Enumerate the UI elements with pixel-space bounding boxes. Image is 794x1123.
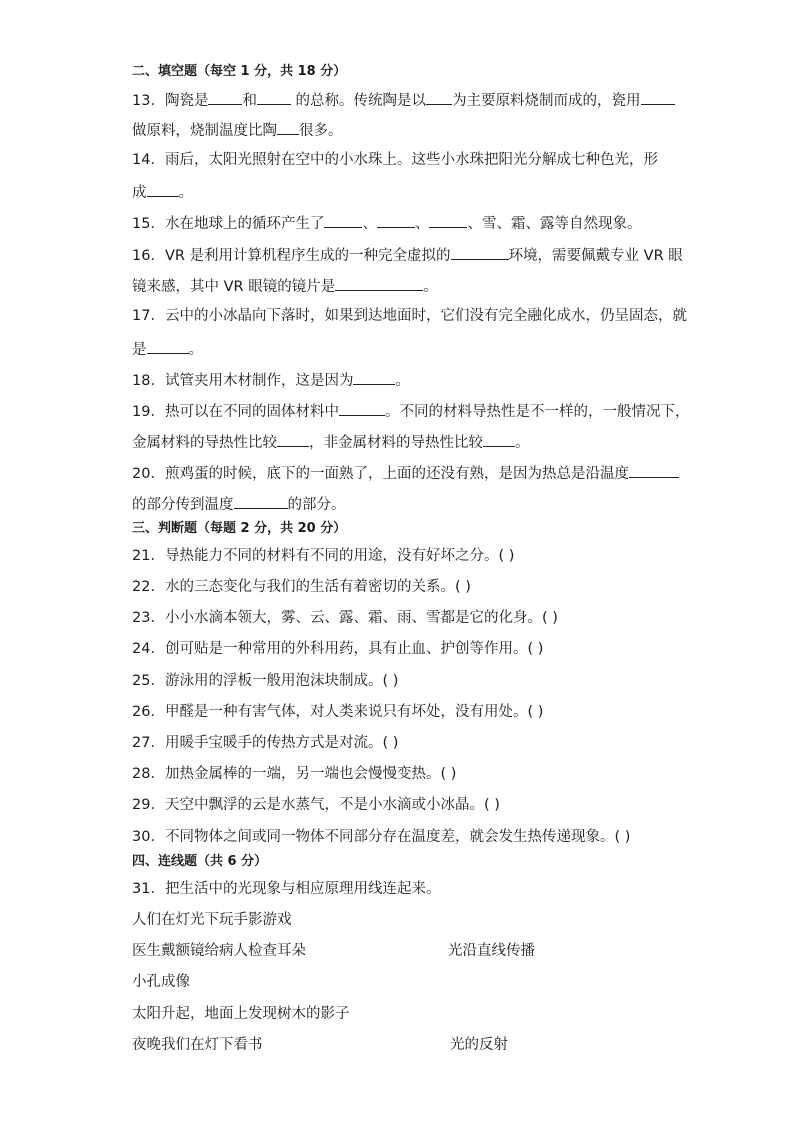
match-right-item[interactable]: 光的反射 <box>450 1037 508 1053</box>
blank[interactable] <box>208 89 242 105</box>
blank[interactable] <box>377 212 415 228</box>
question-13-line-1: 13．陶瓷是 和 的总称。传统陶是以 为主要原料烧制而成的，瓷用 <box>132 89 675 111</box>
blank[interactable] <box>641 89 675 105</box>
question-16-line-2: 镜来感，其中 VR 眼镜的镜片是 。 <box>132 275 438 297</box>
blank[interactable] <box>451 244 509 260</box>
question-17-line-2: 是 。 <box>132 338 203 360</box>
question-14-line-2: 成 。 <box>132 181 193 203</box>
blank[interactable] <box>147 181 179 197</box>
question-13-line-2: 做原料，烧制温度比陶 很多。 <box>132 119 343 141</box>
question-20-line-1: 20．煎鸡蛋的时候，底下的一面熟了，上面的还没有熟，是因为热总是沿温度 <box>132 462 679 484</box>
match-right-item[interactable]: 光沿直线传播 <box>448 943 535 959</box>
question-20-line-2: 的部分传到温度 的部分。 <box>132 493 346 515</box>
question-27: 27．用暖手宝暖手的传热方式是对流。( ) <box>132 735 399 751</box>
match-left-item[interactable]: 夜晚我们在灯下看书 <box>132 1037 263 1053</box>
blank[interactable] <box>324 212 362 228</box>
blank[interactable] <box>426 89 452 105</box>
question-23: 23．小小水滴本领大，雾、云、露、霜、雨、雪都是它的化身。( ) <box>132 610 558 626</box>
question-31: 31．把生活中的光现象与相应原理用线连起来。 <box>132 881 441 897</box>
question-18: 18．试管夹用木材制作，这是因为 。 <box>132 369 410 391</box>
match-left-item[interactable]: 人们在灯光下玩手影游戏 <box>132 912 292 928</box>
match-left-item[interactable]: 医生戴额镜给病人检查耳朵 <box>132 943 306 959</box>
section-3-title: 三、判断题（每题 2 分，共 20 分） <box>132 521 347 536</box>
blank[interactable] <box>277 431 309 447</box>
question-24: 24．创可贴是一种常用的外科用药，具有止血、护创等作用。( ) <box>132 641 544 657</box>
blank[interactable] <box>429 212 467 228</box>
blank[interactable] <box>234 493 288 509</box>
question-26: 26．甲醛是一种有害气体，对人类来说只有坏处，没有用处。( ) <box>132 704 544 720</box>
blank[interactable] <box>335 275 423 291</box>
question-19-line-1: 19．热可以在不同的固体材料中 。不同的材料导热性是不一样的，一般情况下， <box>132 400 689 422</box>
blank[interactable] <box>147 338 189 354</box>
blank[interactable] <box>257 89 291 105</box>
question-15: 15．水在地球上的循环产生了 、 、 、雪、霜、露等自然现象。 <box>132 212 641 234</box>
question-28: 28．加热金属棒的一端，另一端也会慢慢变热。( ) <box>132 766 457 782</box>
section-2-title: 二、填空题（每空 1 分，共 18 分） <box>132 64 347 79</box>
question-17-line-1: 17．云中的小冰晶向下落时，如果到达地面时，它们没有完全融化成水，仍呈固态，就 <box>132 308 687 324</box>
blank[interactable] <box>277 119 299 135</box>
question-22: 22．水的三态变化与我们的生活有着密切的关系。( ) <box>132 579 471 595</box>
question-16-line-1: 16．VR 是利用计算机程序生成的一种完全虚拟的 环境，需要佩戴专业 VR 眼 <box>132 244 683 266</box>
question-21: 21．导热能力不同的材料有不同的用途，没有好坏之分。( ) <box>132 548 515 564</box>
blank[interactable] <box>339 400 385 416</box>
question-25: 25．游泳用的浮板一般用泡沫块制成。( ) <box>132 673 399 689</box>
blank[interactable] <box>629 462 679 478</box>
question-29: 29．天空中飘浮的云是水蒸气，不是小水滴或小冰晶。( ) <box>132 797 500 813</box>
blank[interactable] <box>483 431 515 447</box>
question-19-line-2: 金属材料的导热性比较 ，非金属材料的导热性比较 。 <box>132 431 530 453</box>
match-left-item[interactable]: 太阳升起，地面上发现树木的影子 <box>132 1006 350 1022</box>
blank[interactable] <box>353 369 395 385</box>
question-14-line-1: 14．雨后，太阳光照射在空中的小水珠上。这些小水珠把阳光分解成七种色光，形 <box>132 152 658 168</box>
question-30: 30．不同物体之间或同一物体不同部分存在温度差，就会发生热传递现象。( ) <box>132 829 631 845</box>
section-4-title: 四、连线题（共 6 分） <box>132 854 268 869</box>
match-left-item[interactable]: 小孔成像 <box>132 974 190 990</box>
